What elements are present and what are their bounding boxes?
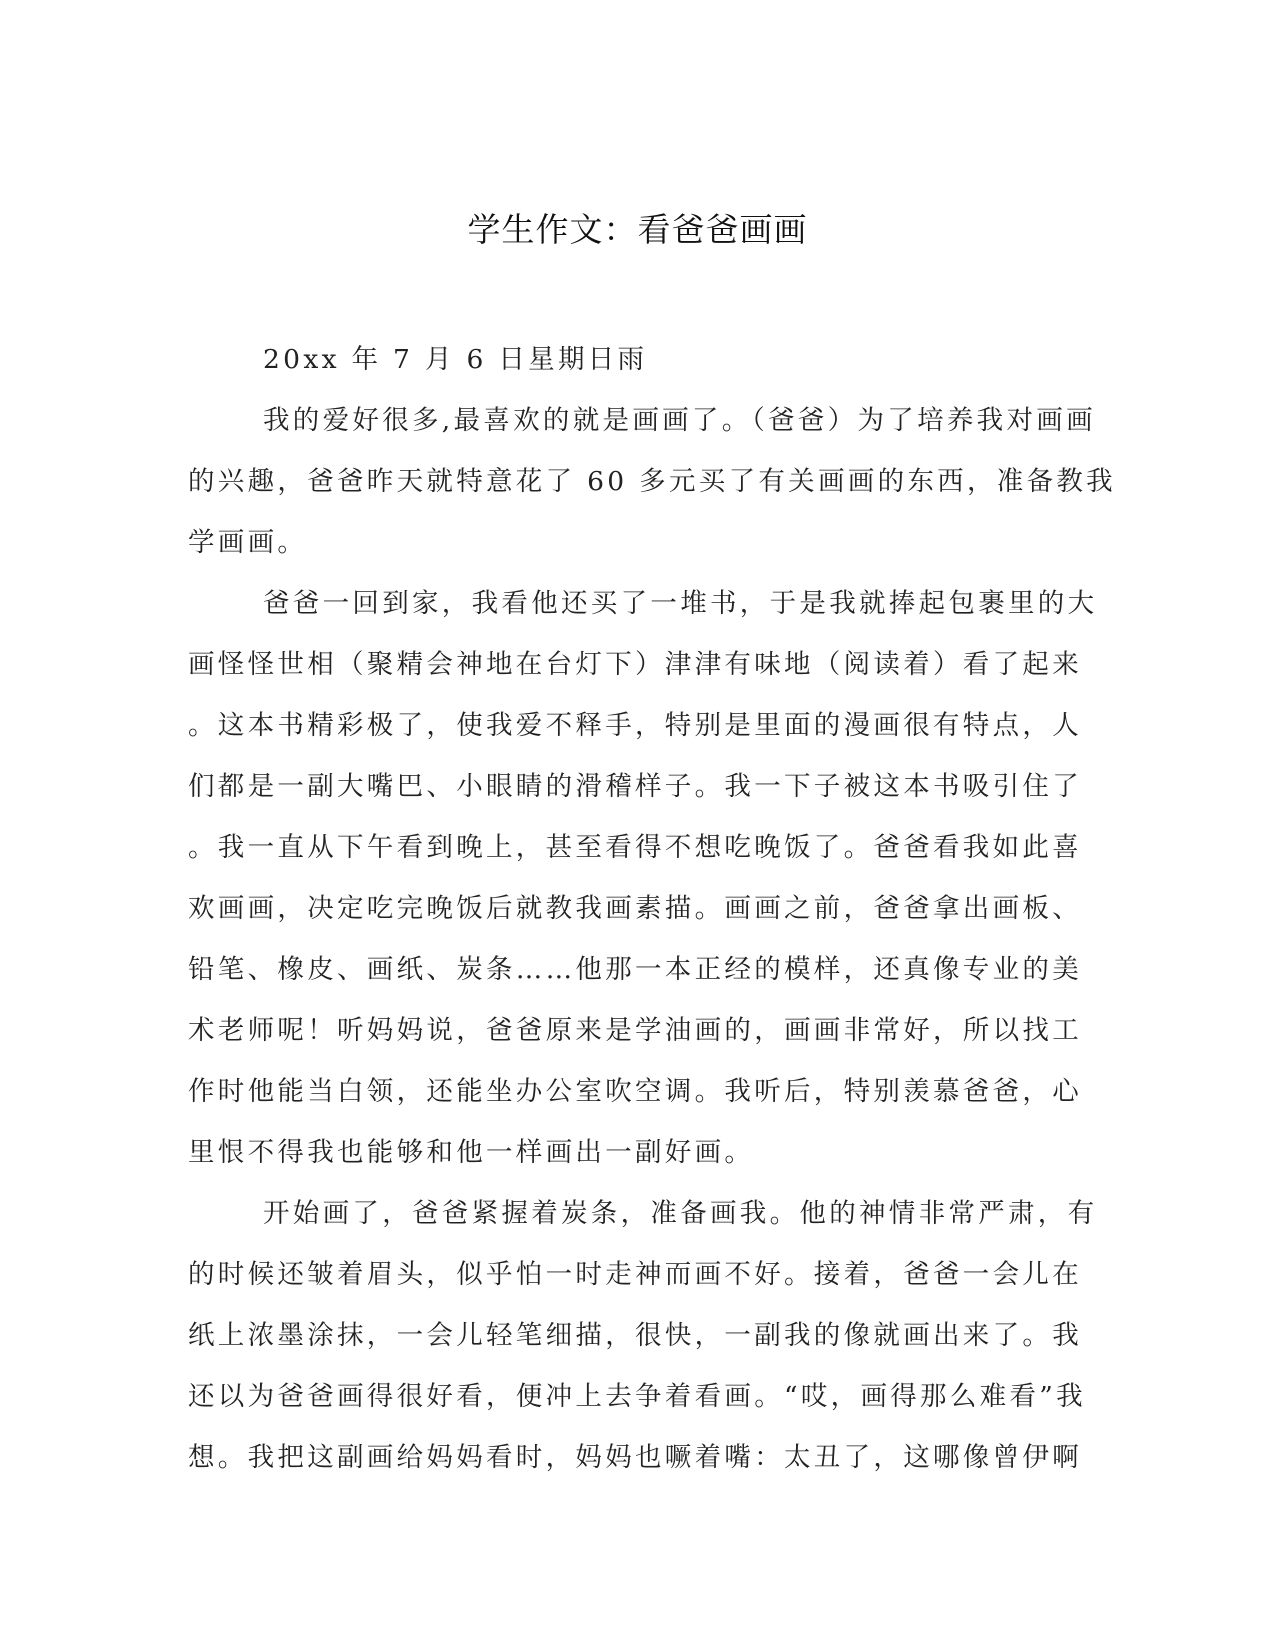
text-line: 作时他能当白领，还能坐办公室吹空调。我听后，特别羡慕爸爸，心 <box>188 1076 1082 1107</box>
text-line: 爸爸一回到家，我看他还买了一堆书，于是我就捧起包裹里的大 <box>263 588 1098 619</box>
text-line: 术老师呢！听妈妈说，爸爸原来是学油画的，画画非常好，所以找工 <box>188 1015 1082 1046</box>
text-line: 的兴趣，爸爸昨天就特意花了 60 多元买了有关画画的东西，准备教我 <box>188 466 1116 497</box>
text-line: 开始画了，爸爸紧握着炭条，准备画我。他的神情非常严肃，有 <box>263 1198 1098 1229</box>
text-line: 画怪怪世相（聚精会神地在台灯下）津津有味地（阅读着）看了起来 <box>188 649 1082 680</box>
text-line: 想。我把这副画给妈妈看时，妈妈也噘着嘴：太丑了，这哪像曾伊啊 <box>188 1442 1082 1473</box>
text-line: 我的爱好很多,最喜欢的就是画画了。（爸爸）为了培养我对画画 <box>263 405 1096 436</box>
text-line: 。我一直从下午看到晚上，甚至看得不想吃晚饭了。爸爸看我如此喜 <box>188 832 1082 863</box>
text-line: 铅笔、橡皮、画纸、炭条……他那一本正经的模样，还真像专业的美 <box>188 954 1082 985</box>
essay-title: 学生作文：看爸爸画画 <box>467 210 808 249</box>
text-line: 的时候还皱着眉头，似乎怕一时走神而画不好。接着，爸爸一会儿在 <box>188 1259 1082 1290</box>
text-line: 纸上浓墨涂抹，一会儿轻笔细描，很快，一副我的像就画出来了。我 <box>188 1320 1082 1351</box>
text-line: 学画画。 <box>188 527 308 558</box>
text-line: 欢画画，决定吃完晚饭后就教我画素描。画画之前，爸爸拿出画板、 <box>188 893 1082 924</box>
text-line: 20xx 年 7 月 6 日星期日雨 <box>263 344 648 375</box>
essay-body <box>188 329 1116 1488</box>
text-line: 。这本书精彩极了，使我爱不释手，特别是里面的漫画很有特点，人 <box>188 710 1082 741</box>
text-line: 还以为爸爸画得很好看，便冲上去争着看画。“哎，画得那么难看”我 <box>188 1381 1086 1412</box>
text-line: 里恨不得我也能够和他一样画出一副好画。 <box>188 1137 755 1168</box>
text-line: 们都是一副大嘴巴、小眼睛的滑稽样子。我一下子被这本书吸引住了 <box>188 771 1082 802</box>
